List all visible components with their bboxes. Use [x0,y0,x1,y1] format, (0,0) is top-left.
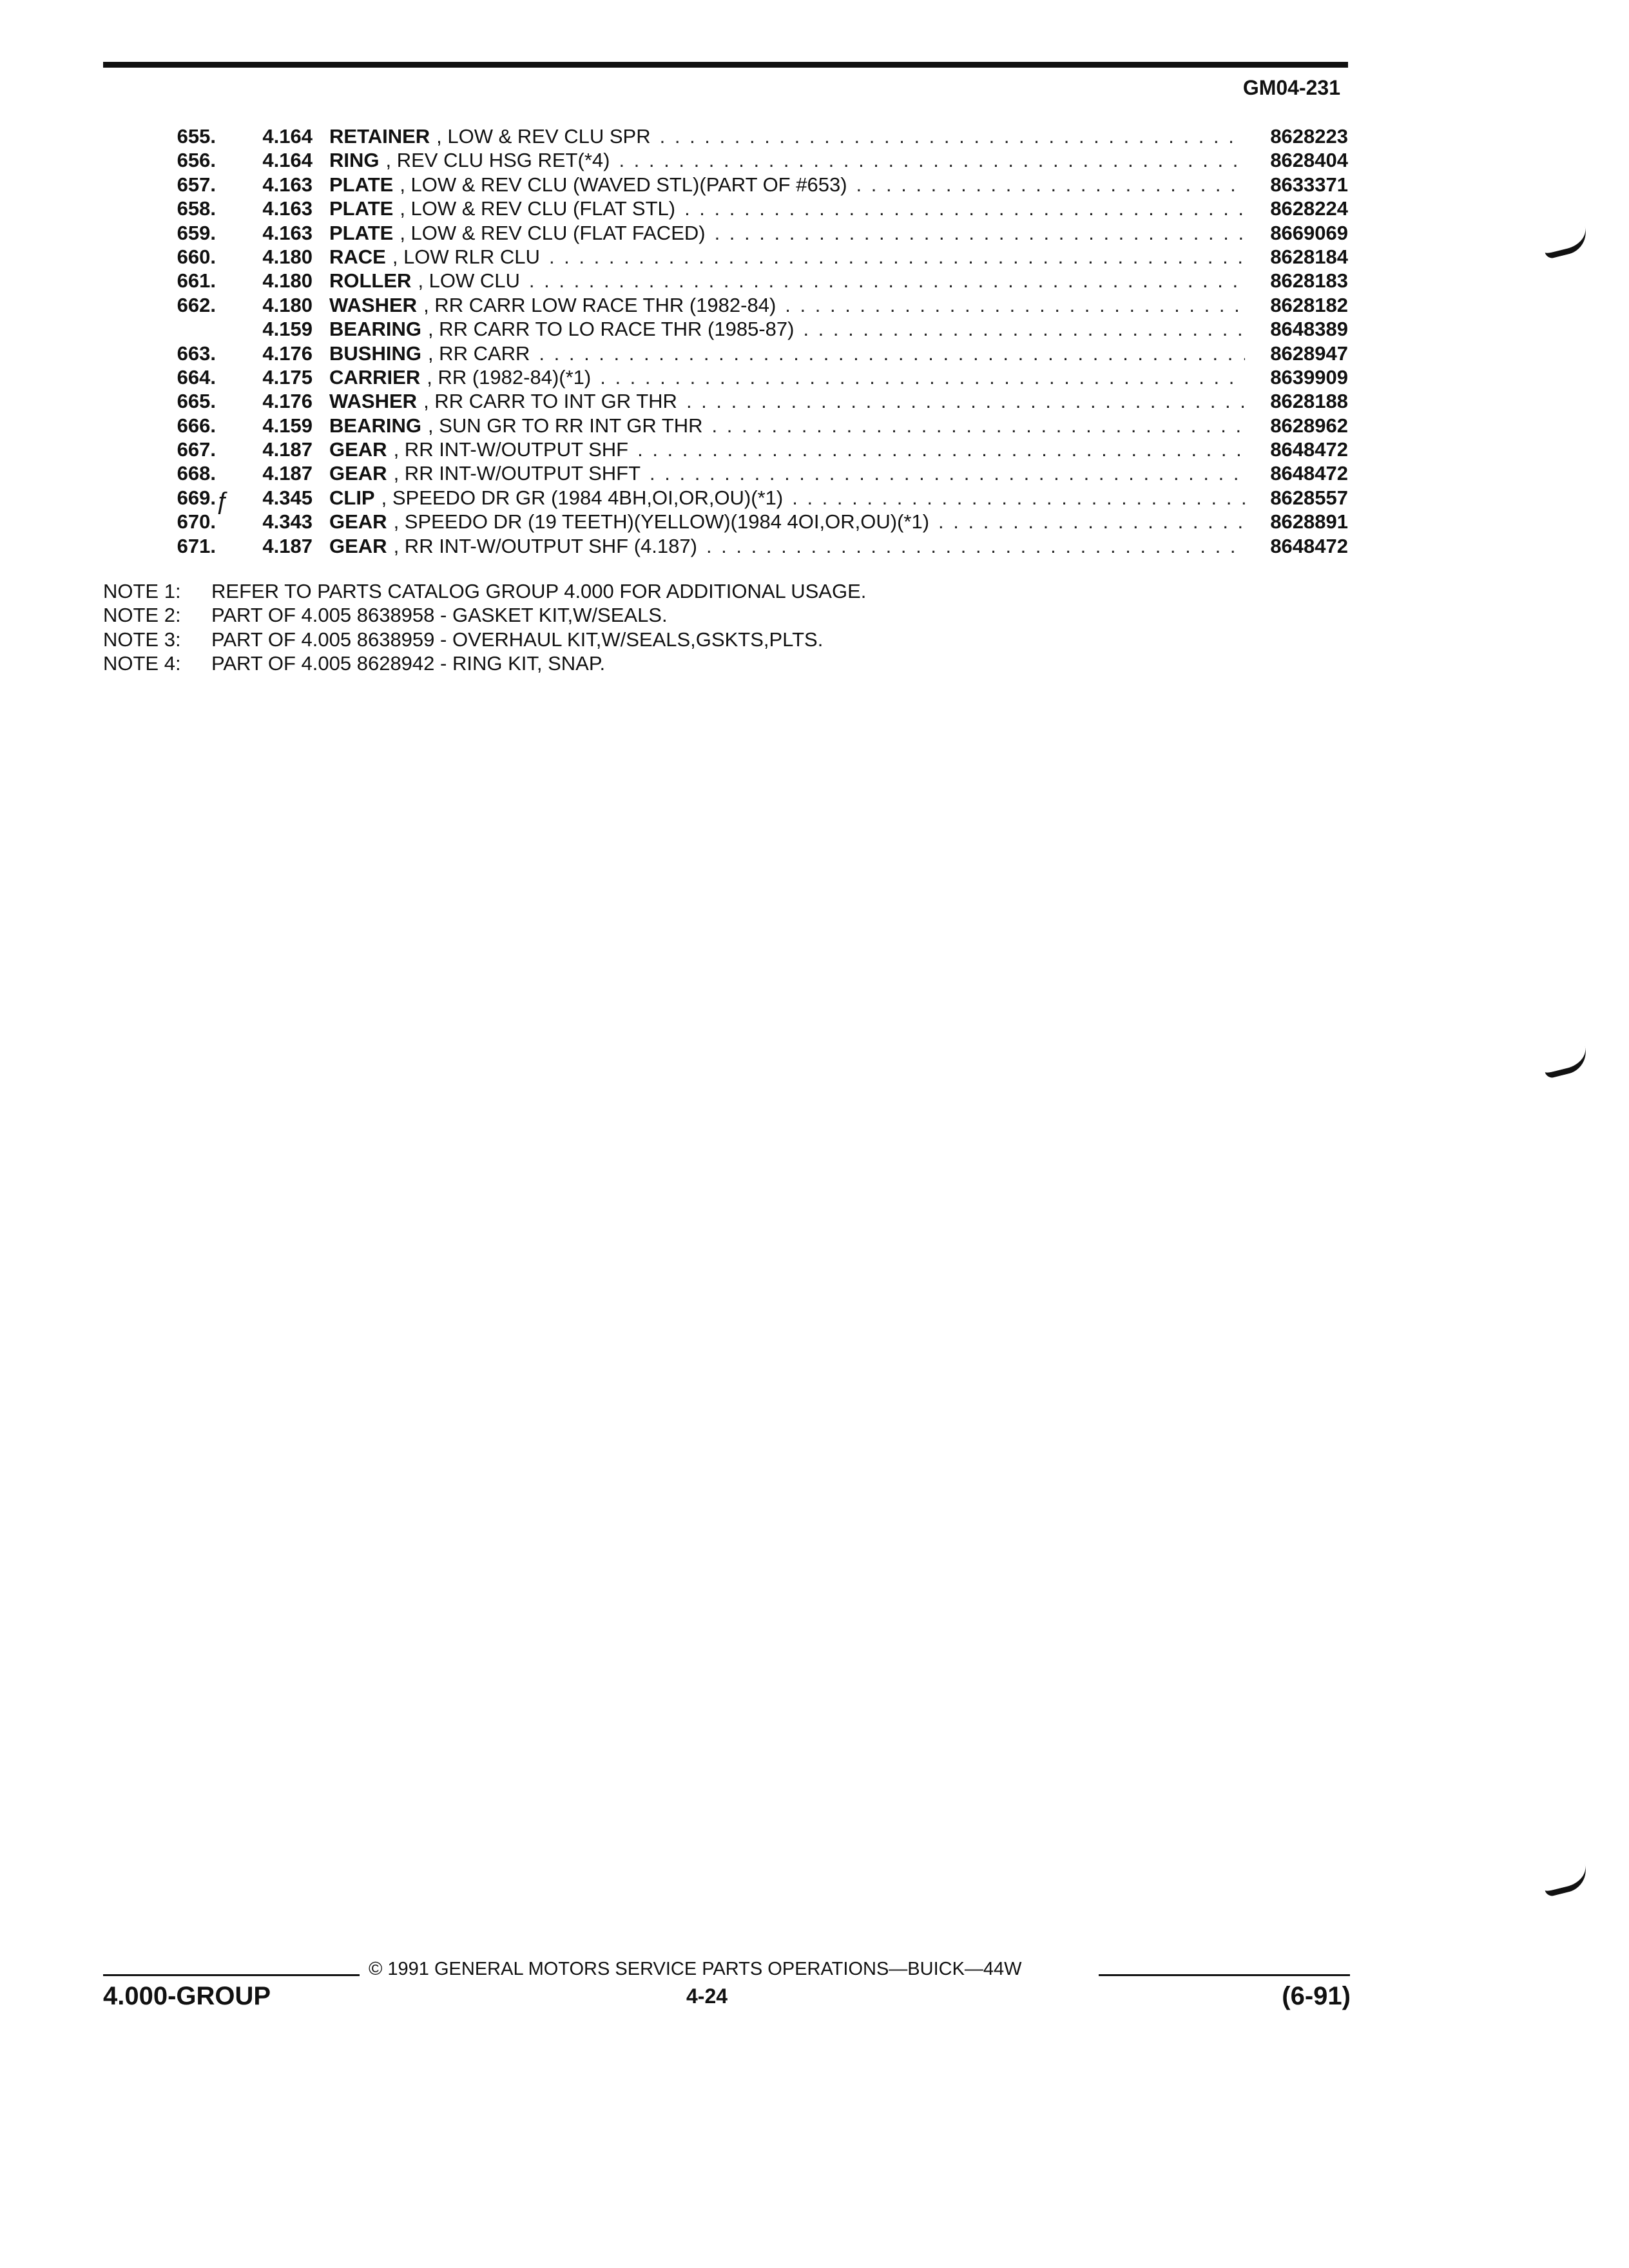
table-row [103,414,1348,438]
binder-hole-mark [1541,1046,1590,1079]
part-description [329,318,1245,341]
item-number: 658. [177,197,216,220]
dot-leader [540,245,1245,269]
reference-value: 4.159 [262,318,313,341]
part-name: GEAR [329,438,387,461]
part-description [329,342,1245,365]
part-description [329,414,1245,437]
part-detail: , RR (1982-84)(*1) [427,365,592,389]
reference-number [216,414,329,437]
part-detail: , LOW & REV CLU SPR [436,125,651,148]
part-name: RETAINER [329,125,430,148]
table-row [103,390,1348,414]
part-number: 8669069 [1270,221,1348,244]
part-number: 8633371 [1270,173,1348,196]
dot-leader [675,197,1245,220]
reference-number [216,438,329,461]
item-number: 655. [177,125,216,148]
reference-value: 4.343 [262,510,313,533]
part-name: WASHER [329,390,418,413]
reference-number [216,173,329,197]
part-description [329,390,1245,413]
part-number: 8628188 [1270,390,1348,413]
dot-leader [591,366,1245,389]
top-rule [103,62,1348,68]
reference-number [216,294,329,317]
item-number: 662. [177,293,216,316]
part-detail: , RR CARR [427,341,530,365]
part-name: PLATE [329,221,394,244]
note-line [103,628,866,652]
part-name: RING [329,149,380,172]
reference-value: 4.175 [262,365,313,389]
part-number: 8628947 [1270,341,1348,365]
reference-value: 4.163 [262,197,313,220]
part-name: BUSHING [329,341,421,365]
part-description [329,462,1245,485]
footer-rule-right [1099,1974,1350,1976]
reference-number [216,125,329,148]
table-row [103,486,1348,515]
reference-number [216,390,329,413]
reference-value: 4.159 [262,414,313,437]
table-row [103,173,1348,197]
part-description [329,245,1245,269]
item-number: 661. [177,269,216,293]
part-number: 8628184 [1270,245,1348,268]
table-row [103,269,1348,293]
reference-number [216,222,329,245]
reference-number [216,366,329,389]
reference-value: 4.163 [262,173,313,196]
part-description [329,173,1245,197]
parts-list [103,125,1348,559]
dot-leader [703,414,1245,437]
dot-leader [651,125,1245,148]
dot-leader [677,390,1245,413]
table-row [103,318,1348,341]
reference-number [216,197,329,220]
reference-value: 4.187 [262,534,313,557]
part-number: 8628557 [1270,486,1348,509]
item-number: 669. [177,486,216,509]
part-detail: , SUN GR TO RR INT GR THR [427,414,703,437]
footer-date: (6-91) [1282,1982,1351,2010]
part-name: BEARING [329,414,421,437]
part-number: 8648472 [1270,462,1348,485]
item-number: 665. [177,390,216,413]
reference-value: 4.164 [262,125,313,148]
part-description [329,197,1245,220]
reference-number [216,269,329,293]
item-number: 670. [177,510,216,533]
part-number: 8628223 [1270,125,1348,148]
part-name: CARRIER [329,365,421,389]
part-number: 8628962 [1270,414,1348,437]
dot-leader [794,318,1245,341]
document-code: GM04-231 [1242,76,1340,99]
reference-value: 4.345 [262,486,313,509]
footer-rule-left [103,1974,360,1976]
part-description [329,294,1245,317]
notes-section [103,580,866,677]
footer-group-label: 4.000-GROUP [103,1982,271,2010]
note-label: NOTE 3: [103,628,181,651]
binder-hole-mark [1541,227,1590,260]
part-name: GEAR [329,534,387,557]
table-row [103,462,1348,486]
reference-number [216,486,329,515]
part-name: WASHER [329,293,418,316]
binder-hole-mark [1541,1865,1590,1898]
item-number: 656. [177,149,216,172]
reference-number [216,318,329,341]
part-description [329,486,1245,510]
dot-leader [929,510,1245,533]
footer-page-number: 4-24 [686,1984,728,2008]
part-name: CLIP [329,486,375,509]
item-number: 663. [177,341,216,365]
part-number: 8628891 [1270,510,1348,533]
reference-value: 4.163 [262,221,313,244]
part-description [329,366,1245,389]
dot-leader [847,173,1245,197]
reference-value: 4.176 [262,341,313,365]
part-detail: , LOW RLR CLU [392,245,540,268]
part-detail: , RR INT-W/OUTPUT SHF (4.187) [393,534,697,557]
part-number: 8648472 [1270,534,1348,557]
part-detail: , RR CARR LOW RACE THR (1982-84) [423,293,776,316]
part-description [329,222,1245,245]
reference-value: 4.180 [262,245,313,268]
note-label: NOTE 2: [103,604,181,627]
dot-leader [628,438,1245,461]
item-number: 667. [177,438,216,461]
part-description [329,510,1245,533]
footer-copyright: © 1991 GENERAL MOTORS SERVICE PARTS OPERATIONS—BUICK—44W [369,1959,1022,1979]
dot-leader [530,342,1245,365]
table-row [103,438,1348,462]
part-number: 8648472 [1270,438,1348,461]
table-row [103,222,1348,245]
table-row [103,197,1348,221]
part-name: PLATE [329,173,394,196]
item-number: 660. [177,245,216,268]
reference-number [216,510,329,533]
reference-number [216,245,329,269]
reference-number [216,462,329,485]
note-label: NOTE 4: [103,652,181,675]
reference-value: 4.187 [262,462,313,485]
part-number: 8639909 [1270,365,1348,389]
table-row [103,245,1348,269]
table-row [103,535,1348,559]
table-row [103,366,1348,390]
part-detail: , RR CARR TO LO RACE THR (1985-87) [427,318,795,341]
reference-number [216,149,329,172]
table-row [103,149,1348,173]
part-number: 8628224 [1270,197,1348,220]
part-detail: , SPEEDO DR (19 TEETH)(YELLOW)(1984 4OI,OR,OU)(*1) [393,510,930,533]
table-row [103,510,1348,534]
part-description [329,438,1245,461]
item-number: 657. [177,173,216,196]
dot-leader [697,535,1245,558]
reference-value: 4.164 [262,149,313,172]
part-number: 8628182 [1270,293,1348,316]
part-detail: , LOW & REV CLU (FLAT STL) [400,197,676,220]
table-row [103,125,1348,149]
part-description [329,269,1245,293]
note-line [103,580,866,604]
part-name: BEARING [329,318,421,341]
part-number: 8648389 [1270,318,1348,341]
part-name: GEAR [329,462,387,485]
part-description [329,125,1245,148]
dot-leader [776,294,1245,317]
part-description [329,149,1245,172]
part-name: RACE [329,245,386,268]
part-detail: , LOW & REV CLU (FLAT FACED) [400,221,706,244]
part-detail: , REV CLU HSG RET(*4) [385,149,610,172]
item-number: 668. [177,462,216,485]
table-row [103,294,1348,318]
item-number: 664. [177,365,216,389]
note-text: REFER TO PARTS CATALOG GROUP 4.000 FOR ADDITIONAL USAGE. [211,580,867,602]
item-number: 666. [177,414,216,437]
part-detail: , RR INT-W/OUTPUT SHFT [393,462,641,485]
part-detail: , LOW CLU [418,269,520,293]
note-line [103,604,866,628]
part-number: 8628404 [1270,149,1348,172]
part-description [329,535,1245,558]
part-detail: , RR INT-W/OUTPUT SHF [393,438,629,461]
part-detail: , LOW & REV CLU (WAVED STL)(PART OF #653) [400,173,847,196]
reference-number [216,342,329,365]
part-detail: , SPEEDO DR GR (1984 4BH,OI,OR,OU)(*1) [381,486,784,509]
table-row [103,342,1348,366]
reference-value: 4.180 [262,293,313,316]
dot-leader [706,222,1245,245]
reference-value: 4.176 [262,390,313,413]
dot-leader [641,462,1245,485]
note-text: PART OF 4.005 8638958 - GASKET KIT,W/SEALS. [211,604,668,627]
part-name: GEAR [329,510,387,533]
part-name: ROLLER [329,269,412,293]
note-label: NOTE 1: [103,580,181,602]
note-line [103,652,866,676]
part-detail: , RR CARR TO INT GR THR [423,390,677,413]
dot-leader [610,149,1245,172]
item-number: 671. [177,534,216,557]
reference-value: 4.180 [262,269,313,293]
part-name: PLATE [329,197,394,220]
part-number: 8628183 [1270,269,1348,293]
reference-number [216,535,329,558]
note-text: PART OF 4.005 8638959 - OVERHAUL KIT,W/SEALS,GSKTS,PLTS. [211,628,824,651]
dot-leader [520,269,1245,293]
note-text: PART OF 4.005 8628942 - RING KIT, SNAP. [211,652,606,675]
item-number: 659. [177,221,216,244]
dot-leader [783,486,1245,510]
margin-mark: ƒ [216,487,230,515]
reference-value: 4.187 [262,438,313,461]
